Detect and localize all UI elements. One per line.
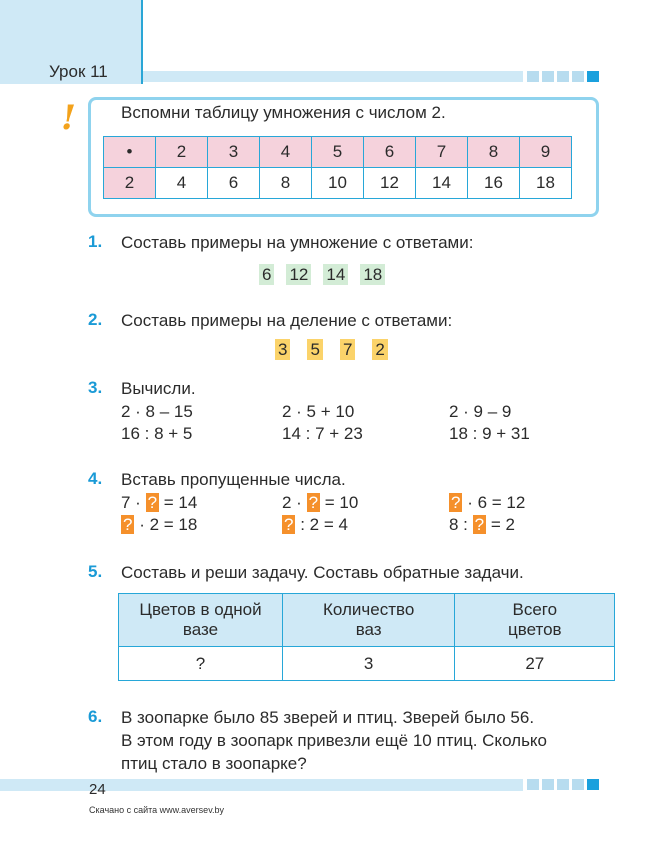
lesson-tab bbox=[0, 0, 143, 84]
task-number: 5. bbox=[88, 562, 103, 581]
table-cell: 8 bbox=[260, 168, 312, 199]
task-text: Составь примеры на деление с ответами: bbox=[121, 311, 453, 330]
table-cell: 2 bbox=[156, 137, 208, 168]
answer-chip: 12 bbox=[286, 264, 311, 285]
missing-number-expression: 7 · ? = 14 bbox=[121, 493, 198, 512]
expression: 2 · 9 – 9 bbox=[449, 402, 512, 421]
answer-chips bbox=[259, 264, 385, 285]
top-squares bbox=[527, 71, 599, 82]
table-cell: 3 bbox=[283, 647, 455, 681]
table-cell: 8 bbox=[468, 137, 520, 168]
table-cell: 4 bbox=[156, 168, 208, 199]
table-row bbox=[104, 137, 572, 168]
task-number: 3. bbox=[88, 378, 103, 397]
table-cell: • bbox=[104, 137, 156, 168]
reminder-title: Вспомни таблицу умножения с числом 2. bbox=[121, 103, 446, 122]
lesson-label: Урок 11 bbox=[49, 62, 108, 81]
table-cell: 18 bbox=[520, 168, 572, 199]
task-number: 4. bbox=[88, 469, 103, 488]
answer-chip: 7 bbox=[340, 339, 355, 360]
table-cell: 3 bbox=[208, 137, 260, 168]
table-header-cell: Количество ваз bbox=[283, 594, 455, 647]
answer-chip: 3 bbox=[275, 339, 290, 360]
missing-number-box: ? bbox=[308, 493, 319, 512]
table-cell: 4 bbox=[260, 137, 312, 168]
answer-chip: 14 bbox=[323, 264, 348, 285]
task-text-line: В зоопарке было 85 зверей и птиц. Зверей было 56. bbox=[121, 708, 535, 727]
table-header-row bbox=[119, 594, 615, 647]
table-row bbox=[104, 168, 572, 199]
multiplication-table bbox=[103, 136, 572, 199]
table-cell: 10 bbox=[312, 168, 364, 199]
source-note: Скачано с сайта www.aversev.by bbox=[89, 805, 225, 815]
answer-chips bbox=[275, 339, 388, 360]
task-text: Составь примеры на умножение с ответами: bbox=[121, 233, 474, 252]
expression: 18 : 9 + 31 bbox=[449, 424, 530, 443]
task-text: Вставь пропущенные числа. bbox=[121, 470, 346, 489]
task-text-line: В этом году в зоопарк привезли ещё 10 птиц. Сколько bbox=[121, 731, 548, 750]
task-text-line: птиц стало в зоопарке? bbox=[121, 754, 307, 773]
table-cell: 16 bbox=[468, 168, 520, 199]
table-cell: 12 bbox=[364, 168, 416, 199]
task-text: Вычисли. bbox=[121, 379, 196, 398]
answer-chip: 2 bbox=[372, 339, 387, 360]
answer-chip: 18 bbox=[360, 264, 385, 285]
exclamation-icon: ! bbox=[61, 98, 76, 138]
table-cell: 9 bbox=[520, 137, 572, 168]
table-cell: 5 bbox=[312, 137, 364, 168]
missing-number-box: ? bbox=[123, 515, 133, 534]
table-cell: 6 bbox=[208, 168, 260, 199]
table-header-cell: Всего цветов bbox=[455, 594, 615, 647]
missing-number-expression: ? · 2 = 18 bbox=[123, 515, 198, 534]
table-cell: 2 bbox=[104, 168, 156, 199]
expression: 14 : 7 + 23 bbox=[282, 424, 363, 443]
missing-number-box: ? bbox=[284, 515, 294, 534]
answer-chip: 6 bbox=[259, 264, 274, 285]
table-header-cell: Цветов в одной вазе bbox=[119, 594, 283, 647]
missing-number-expression: 2 · ? = 10 bbox=[282, 493, 359, 512]
table-cell: ? bbox=[119, 647, 283, 681]
bottom-squares bbox=[527, 779, 599, 790]
table-cell: 14 bbox=[416, 168, 468, 199]
expression: 2 · 5 + 10 bbox=[282, 402, 355, 421]
missing-number-box: ? bbox=[147, 493, 158, 512]
table-row bbox=[119, 647, 615, 681]
task-text: Составь и реши задачу. Составь обратные задачи. bbox=[121, 563, 524, 582]
missing-number-box: ? bbox=[451, 493, 461, 512]
expression: 2 · 8 – 15 bbox=[121, 402, 193, 421]
missing-number-expression: 8 : ? = 2 bbox=[449, 515, 515, 534]
task-number: 1. bbox=[88, 232, 103, 251]
table-cell: 6 bbox=[364, 137, 416, 168]
task-number: 2. bbox=[88, 310, 103, 329]
expression: 16 : 8 + 5 bbox=[121, 424, 193, 443]
table-cell: 27 bbox=[455, 647, 615, 681]
top-stripe bbox=[143, 71, 523, 82]
bottom-stripe bbox=[0, 779, 523, 791]
task-number: 6. bbox=[88, 707, 103, 726]
task-table bbox=[118, 593, 615, 681]
table-cell: 7 bbox=[416, 137, 468, 168]
missing-number-expression: ? : 2 = 4 bbox=[284, 515, 348, 534]
page-number: 24 bbox=[89, 781, 106, 798]
missing-number-box: ? bbox=[474, 515, 485, 534]
answer-chip: 5 bbox=[307, 339, 322, 360]
missing-number-expression: ? · 6 = 12 bbox=[451, 493, 526, 512]
